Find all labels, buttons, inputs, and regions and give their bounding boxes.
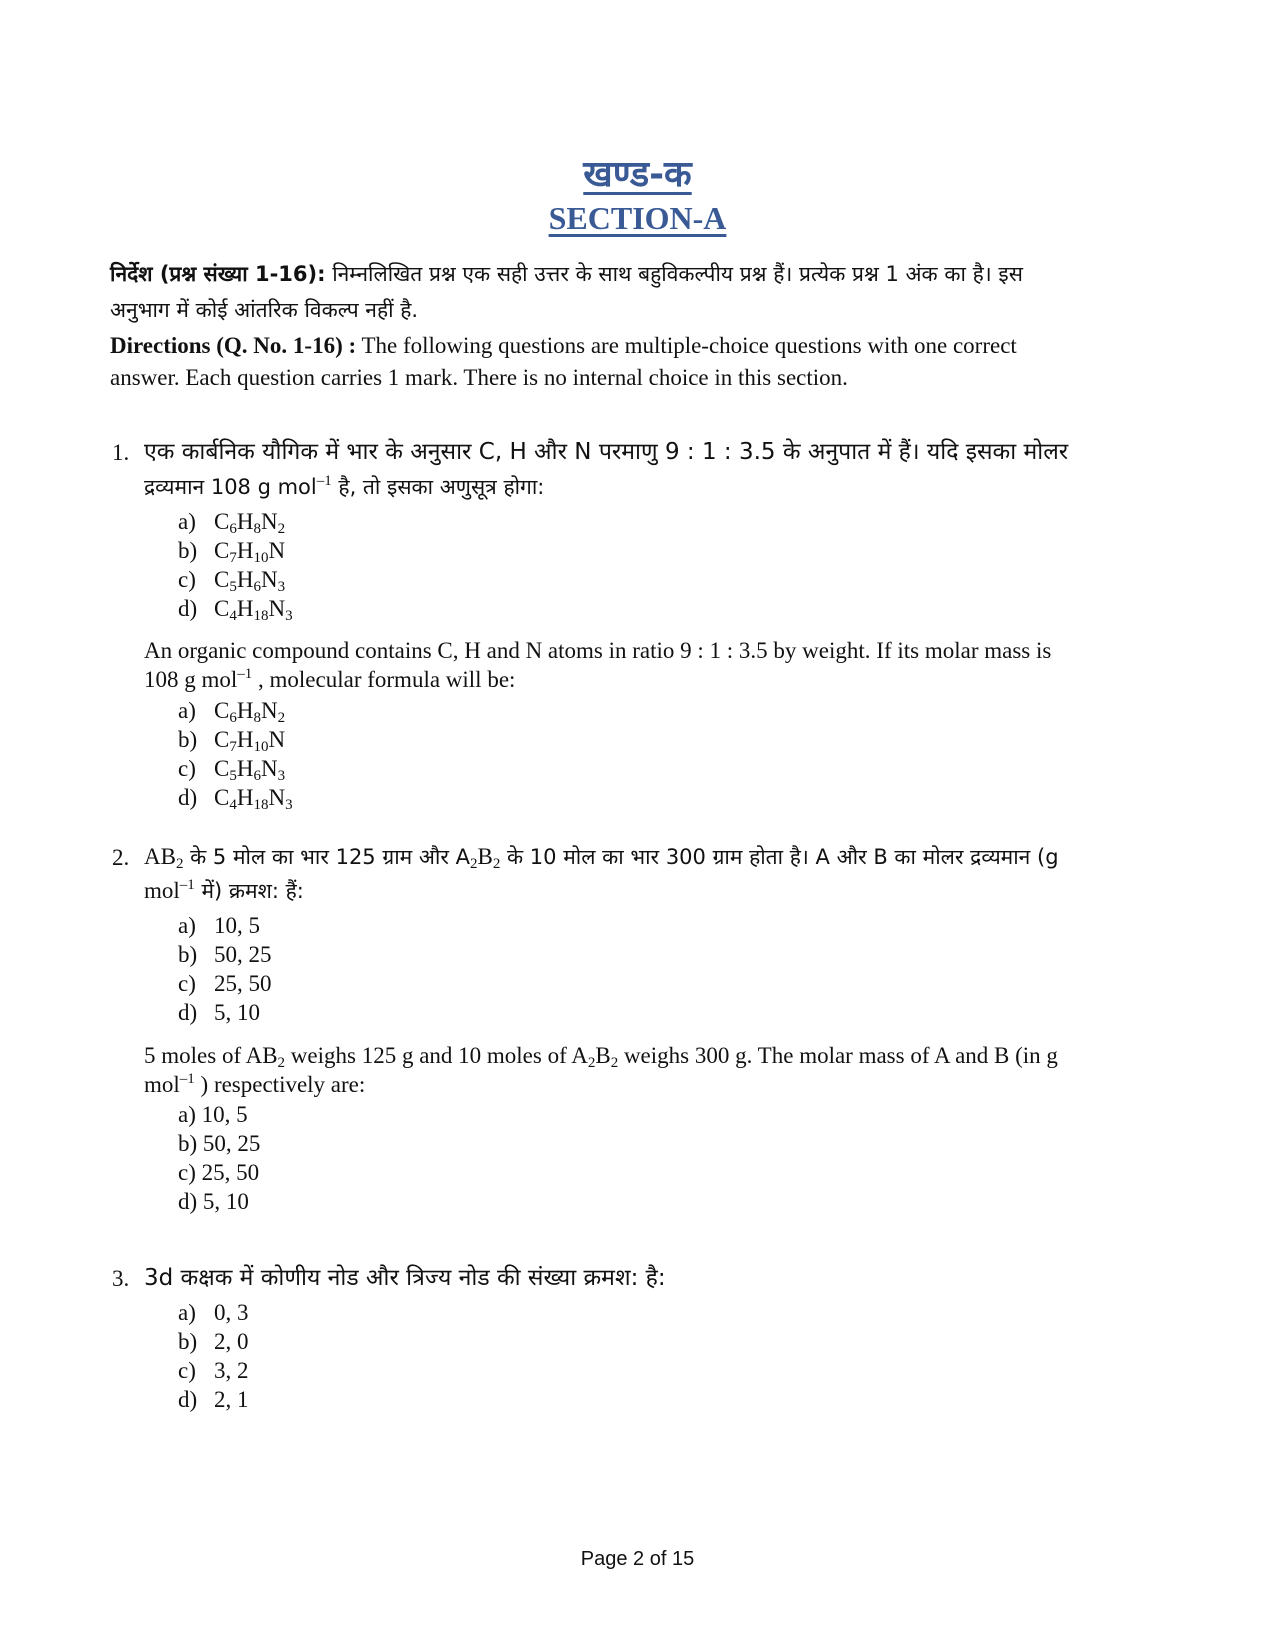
directions-english-label: Directions (Q. No. 1-16) : xyxy=(110,333,357,358)
directions-hindi-line1: निम्नलिखित प्रश्न एक सही उत्तर के साथ बहुविकल्पीय प्रश्न हैं। प्रत्येक प्रश्न 1 अंक का है। इस xyxy=(332,262,1023,286)
question-1-english-line2: 108 g mol$^{-1}$ , molecular formula will be: xyxy=(144,666,516,692)
directions-english xyxy=(110,330,1165,394)
question-2-hindi-option-a: a) 10, 5 xyxy=(178,913,260,938)
directions-hindi-line2: अनुभाग में कोई आंतरिक विकल्प नहीं है. xyxy=(110,298,419,322)
question-2-english-option-b: b) 50, 25 xyxy=(178,1131,261,1156)
section-title-hindi: खण्ड-क xyxy=(583,154,692,195)
question-1-hindi-option-c: c) $C_5H_6N_3$ xyxy=(178,567,286,595)
question-3-option-b: b) 2, 0 xyxy=(178,1329,249,1354)
question-1-english-option-c: c) $C_5H_6N_3$ xyxy=(178,756,286,784)
question-1-number: 1. xyxy=(112,440,130,465)
question-3-option-a: a) 0, 3 xyxy=(178,1300,249,1325)
question-1-hindi-option-b: b) $C_7H_{10}N$ xyxy=(178,538,286,566)
page-number-footer: Page 2 of 15 xyxy=(580,1548,695,1570)
question-2-hindi-option-c: c) 25, 50 xyxy=(178,971,272,996)
question-3-option-c: c) 3, 2 xyxy=(178,1358,249,1383)
directions-english-line2: answer. Each question carries 1 mark. There is no internal choice in this section. xyxy=(110,365,848,390)
question-3-number: 3. xyxy=(112,1266,130,1291)
directions-hindi-label: निर्देश (प्रश्न संख्या 1-16): xyxy=(110,262,326,286)
question-1-hindi-line2: द्रव्यमान 108 g mol$^{-1}$ है, तो इसका अणुसूत्र होगा: xyxy=(144,473,545,499)
question-1-english-option-a: a) $C_6H_8N_2$ xyxy=(178,698,286,726)
question-2-number: 2. xyxy=(112,845,130,870)
question-2-english-option-a: a) 10, 5 xyxy=(178,1102,248,1127)
question-1-hindi-option-a: a) $C_6H_8N_2$ xyxy=(178,509,286,537)
question-2-english-option-d: d) 5, 10 xyxy=(178,1189,249,1214)
question-2-hindi-option-b: b) 50, 25 xyxy=(178,942,272,967)
question-1-english-line1: An organic compound contains C, H and N atoms in ratio 9 : 1 : 3.5 by weight. If its molar mass is xyxy=(144,638,1052,663)
question-2-english-line1: 5 moles of $AB_2$ weighs 125 g and 10 moles of $A_2B_2$ weighs 300 g. The molar mass of A and B (in g xyxy=(144,1043,1058,1071)
question-2-english-line2: mol$^{-1}$ ) respectively are: xyxy=(144,1071,366,1097)
question-2-hindi-line1: $AB_2$ के 5 मोल का भार 125 ग्राम और $A_2B_2$ के 10 मोल का भार 300 ग्राम होता है। A और B का मोलर द्रव्यमान (g xyxy=(144,844,1059,872)
question-1-english-option-d: d) $C_4H_{18}N_3$ xyxy=(178,785,293,813)
question-1-hindi-option-d: d) $C_4H_{18}N_3$ xyxy=(178,596,293,624)
question-2-english-option-c: c) 25, 50 xyxy=(178,1160,260,1185)
question-2-hindi-line2: mol$^{-1}$ में) क्रमश: हैं: xyxy=(144,877,304,903)
question-3-option-d: d) 2, 1 xyxy=(178,1387,249,1412)
section-title-english: SECTION-A xyxy=(548,200,727,236)
question-3-hindi-line1: 3d कक्षक में कोणीय नोड और त्रिज्य नोड की संख्या क्रमश: है: xyxy=(144,1265,666,1291)
question-1-english-option-b: b) $C_7H_{10}N$ xyxy=(178,727,286,755)
directions-english-line1: The following questions are multiple-choice questions with one correct xyxy=(361,333,1017,358)
question-2-hindi-option-d: d) 5, 10 xyxy=(178,1000,260,1025)
question-1-hindi-line1: एक कार्बनिक यौगिक में भार के अनुसार C, H और N परमाणु 9 : 1 : 3.5 के अनुपात में हैं। यदि इसका मोलर xyxy=(144,439,1069,465)
directions-hindi xyxy=(110,256,1165,328)
